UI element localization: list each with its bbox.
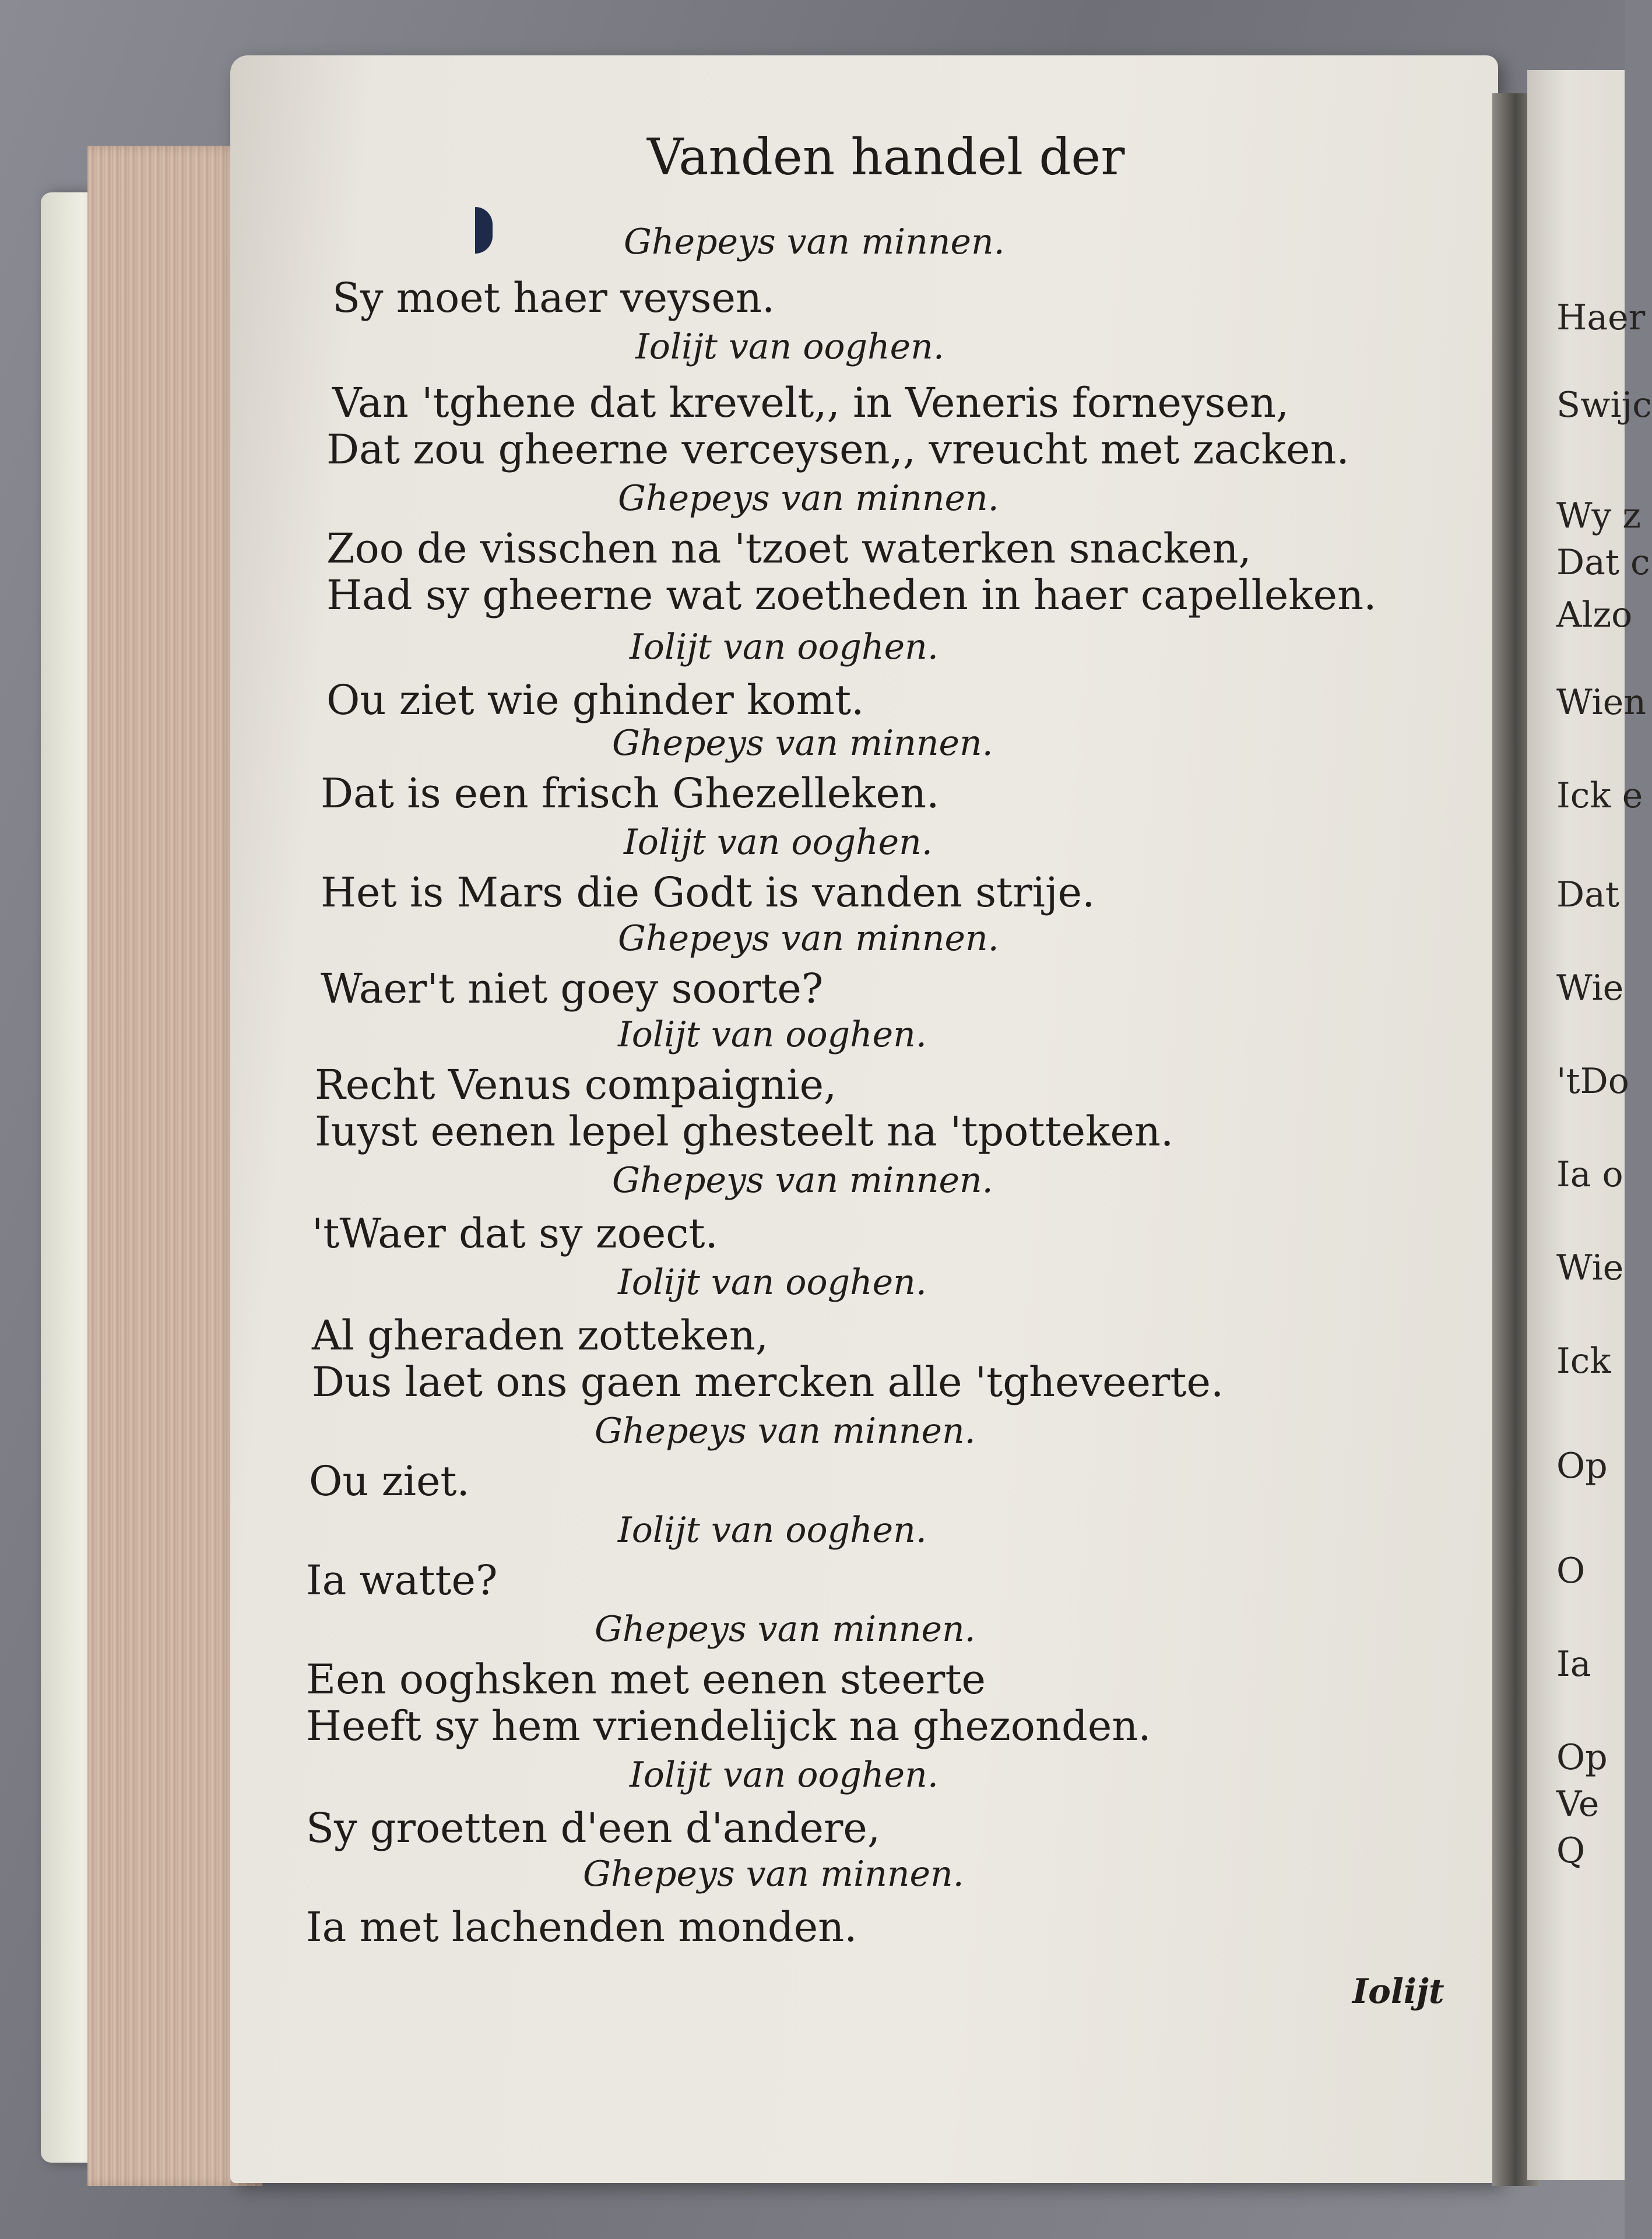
verse-line: Ou ziet. bbox=[309, 1457, 470, 1505]
speaker-name: Iolijt van ooghen. bbox=[618, 1014, 927, 1055]
facing-page-fragment: Ia bbox=[1556, 1644, 1591, 1685]
speaker-name: Iolijt van ooghen. bbox=[630, 627, 939, 667]
facing-page-fragment: Q bbox=[1556, 1830, 1586, 1871]
verse-line: Dus laet ons gaen mercken alle 'tgheveerte. bbox=[312, 1358, 1224, 1406]
verse-line: Had sy gheerne wat zoetheden in haer capelleken. bbox=[326, 571, 1377, 619]
speaker-name: Ghepeys van minnen. bbox=[612, 1160, 993, 1201]
facing-page-fragment: Ve bbox=[1556, 1784, 1600, 1825]
facing-page-fragment: Ick e bbox=[1556, 775, 1643, 816]
facing-page-fragment: Swijc bbox=[1556, 385, 1652, 426]
speaker-name: Ghepeys van minnen. bbox=[583, 1854, 964, 1894]
speaker-name: Iolijt van ooghen. bbox=[618, 1262, 927, 1303]
facing-page-fragment: Ia o bbox=[1556, 1154, 1623, 1195]
verse-line: 'tWaer dat sy zoect. bbox=[312, 1210, 718, 1257]
verse-line: Dat is een frisch Ghezelleken. bbox=[321, 769, 940, 817]
facing-page-fragment: Wie bbox=[1556, 968, 1624, 1008]
verse-line: Recht Venus compaignie, bbox=[315, 1061, 837, 1109]
speaker-name: Iolijt van ooghen. bbox=[618, 1510, 927, 1551]
facing-page-fragment: O bbox=[1556, 1551, 1586, 1591]
verse-line: Zoo de visschen na 'tzoet waterken snacken, bbox=[326, 525, 1252, 572]
facing-page-fragment: Op bbox=[1556, 1446, 1608, 1486]
facing-page-fragment: Op bbox=[1556, 1737, 1608, 1778]
right-page-partial bbox=[1527, 70, 1652, 2180]
verse-line: Ia watte? bbox=[306, 1556, 498, 1604]
facing-page-fragment: Wien bbox=[1556, 682, 1646, 723]
speaker-name: Ghepeys van minnen. bbox=[595, 1609, 976, 1650]
bookmark-ribbon bbox=[475, 207, 493, 254]
verse-line: Iuyst eenen lepel ghesteelt na 'tpotteken. bbox=[315, 1108, 1174, 1155]
verse-line: Dat zou gheerne verceysen,, vreucht met zacken. bbox=[326, 426, 1349, 473]
verse-line: Het is Mars die Godt is vanden strije. bbox=[321, 869, 1095, 916]
verse-line: Een ooghsken met eenen steerte bbox=[306, 1655, 986, 1703]
speaker-name: Iolijt van ooghen. bbox=[635, 326, 944, 367]
running-head: Vanden handel der bbox=[647, 128, 1125, 187]
facing-page-fragment: Wy z bbox=[1556, 495, 1641, 536]
speaker-name: Ghepeys van minnen. bbox=[618, 918, 999, 959]
facing-page-fragment: Ick bbox=[1556, 1341, 1611, 1382]
verse-line: Heeft sy hem vriendelijck na ghezonden. bbox=[306, 1702, 1151, 1750]
speaker-name: Ghepeys van minnen. bbox=[618, 478, 999, 519]
speaker-name: Ghepeys van minnen. bbox=[624, 222, 1005, 262]
catchword: Iolijt bbox=[1352, 1971, 1444, 2011]
speaker-name: Ghepeys van minnen. bbox=[595, 1411, 976, 1451]
facing-page-fragment: Dat bbox=[1556, 874, 1619, 915]
verse-line: Ia met lachenden monden. bbox=[306, 1903, 857, 1951]
facing-page-fragment: Dat c bbox=[1556, 542, 1650, 583]
speaker-name: Iolijt van ooghen. bbox=[624, 822, 933, 863]
verse-line: Waer't niet goey soorte? bbox=[321, 965, 824, 1013]
verse-line: Ou ziet wie ghinder komt. bbox=[326, 676, 864, 724]
verse-line: Sy groetten d'een d'andere, bbox=[306, 1804, 881, 1852]
speaker-name: Ghepeys van minnen. bbox=[612, 723, 993, 764]
facing-page-fragment: Wie bbox=[1556, 1247, 1624, 1288]
facing-page-fragment: Alzo bbox=[1556, 595, 1633, 635]
facing-page-fragment: Haer bbox=[1556, 297, 1646, 338]
facing-page-fragment: 'tDo bbox=[1556, 1061, 1629, 1102]
verse-line: Van 'tghene dat krevelt,, in Veneris forneysen, bbox=[332, 379, 1289, 427]
verse-line: Sy moet haer veysen. bbox=[332, 274, 775, 322]
verse-line: Al gheraden zotteken, bbox=[312, 1312, 769, 1359]
speaker-name: Iolijt van ooghen. bbox=[630, 1755, 939, 1795]
